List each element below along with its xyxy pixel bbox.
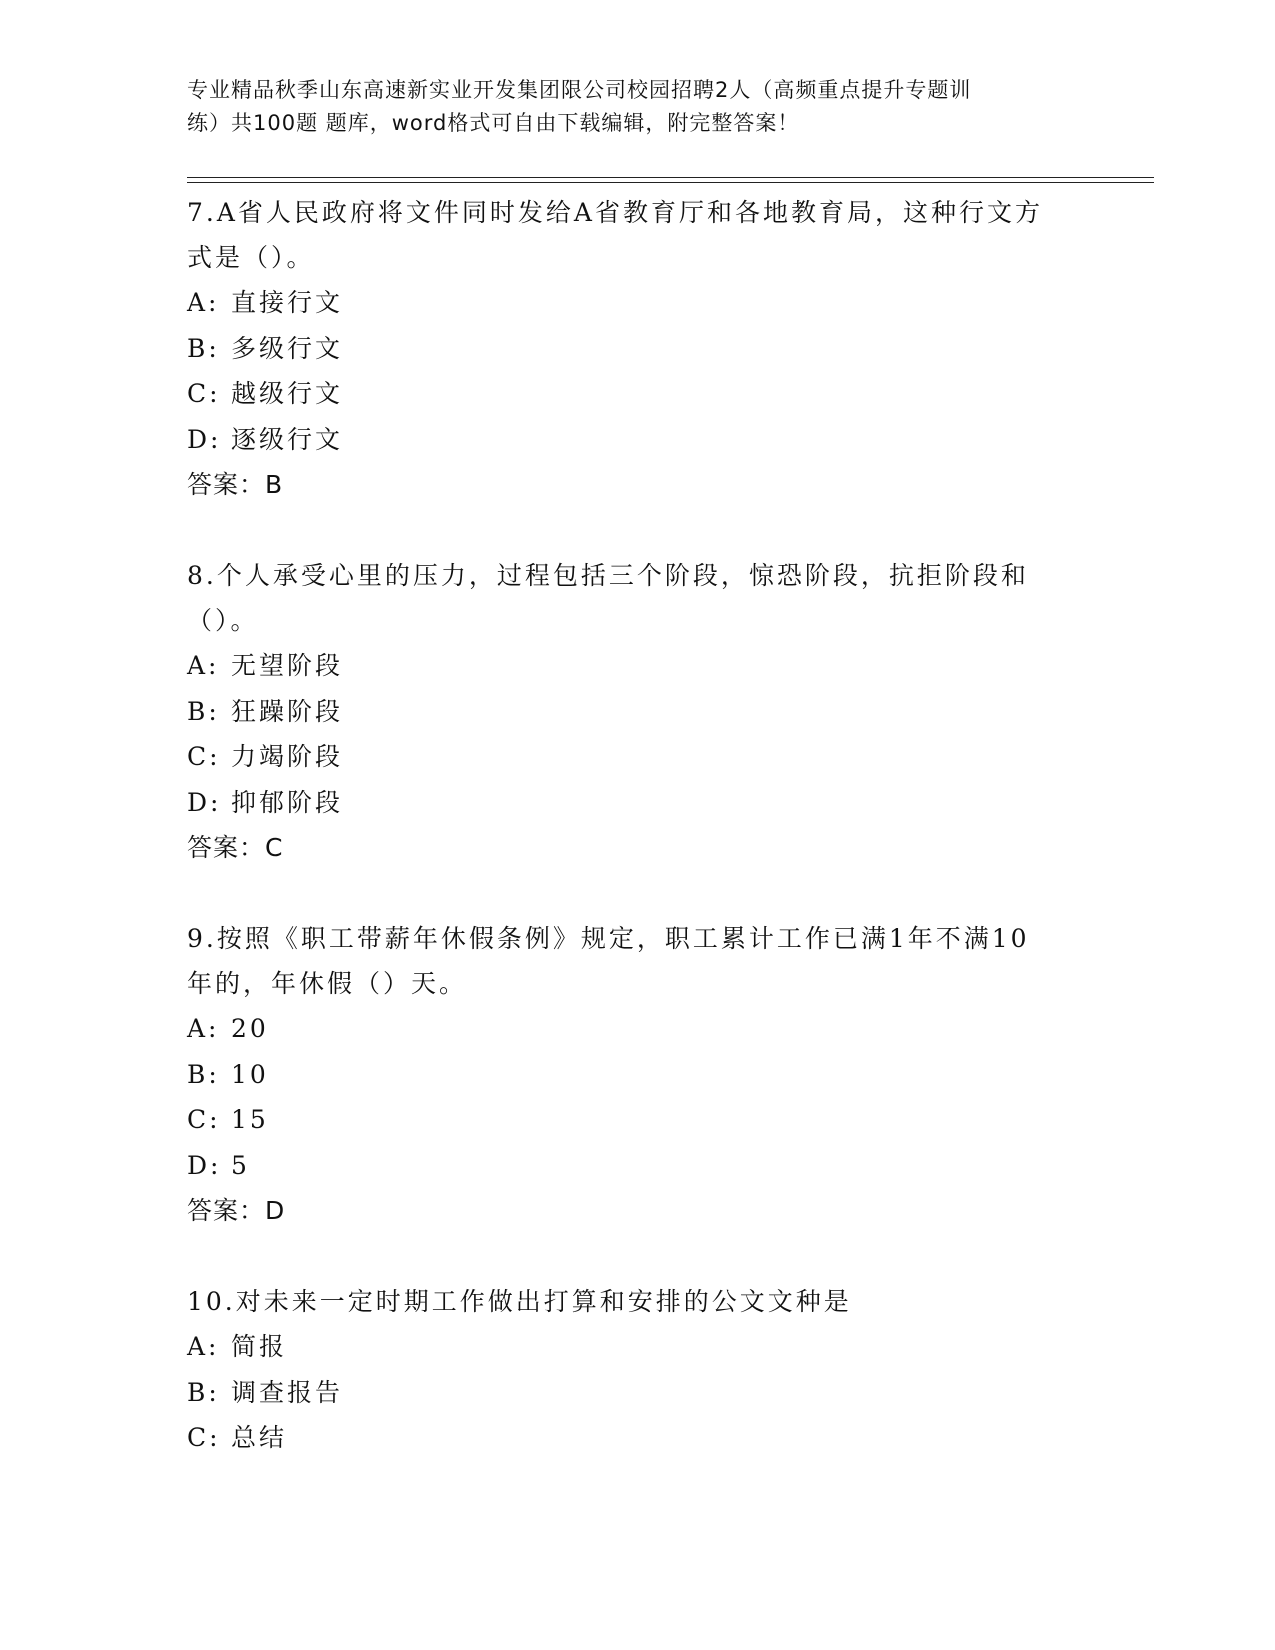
option-key: B:	[187, 1059, 220, 1089]
option-b	[187, 689, 1087, 735]
answer-text: 答案：C	[187, 833, 284, 862]
option-value: 越级行文	[231, 379, 344, 408]
option-value: 逐级行文	[231, 424, 344, 454]
answer-text: 答案：D	[187, 1196, 286, 1225]
option-a	[187, 280, 1087, 326]
option-value: 无望阶段	[231, 651, 344, 680]
option-d	[187, 1143, 1087, 1189]
option-value: 调查报告	[231, 1377, 344, 1407]
option-c	[187, 1097, 1087, 1143]
header-divider-top	[187, 177, 1154, 178]
option-key: C:	[187, 742, 221, 771]
option-key: A:	[187, 1332, 220, 1361]
question-list	[187, 190, 1087, 1507]
option-a	[187, 643, 1087, 689]
option-key: A:	[187, 651, 220, 680]
header-line-2: 练）共100题 题库，word格式可自由下载编辑，附完整答案！	[187, 111, 800, 135]
question-text: 10.对未来一定时期工作做出打算和安排的公文文种是	[187, 1287, 852, 1316]
question-text: 7.A省人民政府将文件同时发给A省教育厅和各地教育局，这种行文方 式是（）。	[187, 198, 1043, 272]
question-text: 8.个人承受心里的压力，过程包括三个阶段，惊恐阶段，抗拒阶段和 （）。	[187, 561, 1029, 635]
option-value: 力竭阶段	[231, 742, 344, 771]
option-key: A:	[187, 288, 220, 317]
document-header	[187, 74, 1087, 140]
option-key: C:	[187, 1423, 221, 1452]
option-value: 总结	[231, 1423, 288, 1452]
option-c	[187, 371, 1087, 417]
question-item	[187, 1279, 1087, 1461]
option-key: B:	[187, 696, 220, 726]
option-b	[187, 326, 1087, 372]
answer-text: 答案：B	[187, 470, 284, 499]
option-value: 15	[231, 1105, 269, 1134]
option-value: 直接行文	[231, 288, 344, 317]
option-c	[187, 1415, 1087, 1461]
option-key: D:	[187, 1150, 222, 1180]
option-key: A:	[187, 1014, 220, 1043]
option-key: C:	[187, 379, 221, 408]
option-a	[187, 1324, 1087, 1370]
question-item	[187, 190, 1087, 507]
question-item	[187, 553, 1087, 870]
header-line-1: 专业精品秋季山东高速新实业开发集团限公司校园招聘2人（高频重点提升专题训	[187, 78, 972, 102]
option-value: 简报	[231, 1332, 288, 1361]
option-c	[187, 734, 1087, 780]
option-value: 10	[231, 1059, 269, 1089]
option-b	[187, 1052, 1087, 1098]
option-value: 多级行文	[231, 333, 344, 363]
header-divider-bottom	[187, 182, 1154, 183]
option-value: 抑郁阶段	[231, 787, 344, 817]
option-value: 5	[231, 1150, 250, 1180]
option-key: D:	[187, 424, 222, 454]
option-b	[187, 1370, 1087, 1416]
question-text: 9.按照《职工带薪年休假条例》规定，职工累计工作已满1年不满10 年的，年休假（）天。	[187, 924, 1030, 998]
option-key: D:	[187, 787, 222, 817]
question-item	[187, 916, 1087, 1233]
option-value: 20	[231, 1014, 269, 1043]
option-a	[187, 1006, 1087, 1052]
option-key: B:	[187, 1377, 220, 1407]
option-key: C:	[187, 1105, 221, 1134]
option-key: B:	[187, 333, 220, 363]
option-d	[187, 780, 1087, 826]
option-value: 狂躁阶段	[231, 696, 344, 726]
option-d	[187, 417, 1087, 463]
